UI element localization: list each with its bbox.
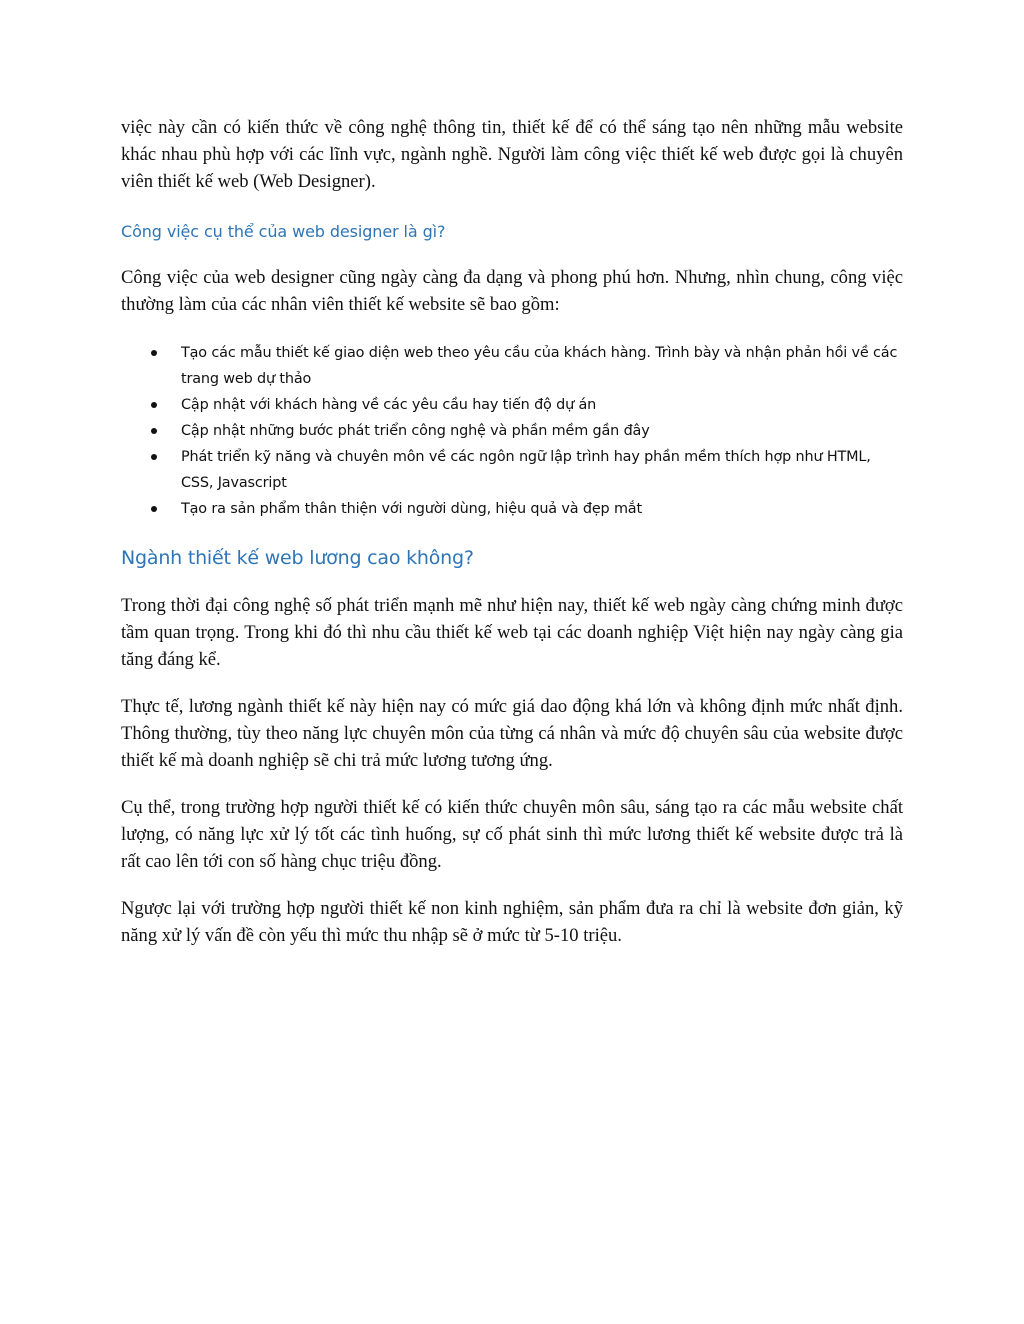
list-item-text: Tạo các mẫu thiết kế giao diện web theo yêu cầu của khách hàng. Trình bày và nhận phản hồi về các trang web dự thảo bbox=[181, 345, 898, 387]
section-heading-salary: Ngành thiết kế web lương cao không? bbox=[121, 547, 474, 569]
salary-paragraph-3: Cụ thể, trong trường hợp người thiết kế có kiến thức chuyên môn sâu, sáng tạo ra các mẫu website chất lượng, có năng lực xử lý tốt các tình huống, sự cố phát sinh thì mức lương thiết kế website được trả là rất cao lên tới con số hàng chục triệu đồng. bbox=[121, 797, 903, 872]
list-item bbox=[181, 444, 903, 496]
bullet-icon bbox=[151, 506, 157, 512]
list-item bbox=[181, 496, 903, 522]
job-duties-list bbox=[121, 340, 903, 522]
list-item-text: Cập nhật những bước phát triển công nghệ và phần mềm gần đây bbox=[181, 423, 650, 439]
list-item bbox=[181, 340, 903, 392]
salary-paragraph-4: Ngược lại với trường hợp người thiết kế non kinh nghiệm, sản phẩm đưa ra chỉ là website đơn giản, kỹ năng xử lý vấn đề còn yếu thì mức thu nhập sẽ ở mức từ 5-10 triệu. bbox=[121, 898, 903, 946]
section-heading-job-description: Công việc cụ thể của web designer là gì? bbox=[121, 222, 446, 241]
bullet-icon bbox=[151, 350, 157, 356]
list-item bbox=[181, 418, 903, 444]
document-page bbox=[121, 114, 903, 949]
list-item-text: Cập nhật với khách hàng về các yêu cầu hay tiến độ dự án bbox=[181, 397, 597, 413]
bullet-icon bbox=[151, 454, 157, 460]
list-item-text: Tạo ra sản phẩm thân thiện với người dùng, hiệu quả và đẹp mắt bbox=[181, 501, 642, 517]
bullet-icon bbox=[151, 428, 157, 434]
intro-paragraph: việc này cần có kiến thức về công nghệ thông tin, thiết kế để có thể sáng tạo nên những mẫu website khác nhau phù hợp với các lĩnh vực, ngành nghề. Người làm công việc thiết kế web được gọi là chuyên viên thiết kế web (Web Designer). bbox=[121, 117, 903, 192]
bullet-icon bbox=[151, 402, 157, 408]
salary-paragraph-2: Thực tế, lương ngành thiết kế này hiện nay có mức giá dao động khá lớn và không định mức nhất định. Thông thường, tùy theo năng lực chuyên môn của từng cá nhân và mức độ chuyên sâu của website được thiết kế mà doanh nghiệp sẽ chi trả mức lương tương ứng. bbox=[121, 696, 903, 771]
salary-paragraph-1: Trong thời đại công nghệ số phát triển mạnh mẽ như hiện nay, thiết kế web ngày càng chứng minh được tầm quan trọng. Trong khi đó thì nhu cầu thiết kế web tại các doanh nghiệp Việt hiện nay ngày càng gia tăng đáng kể. bbox=[121, 595, 903, 670]
list-item bbox=[181, 392, 903, 418]
job-paragraph: Công việc của web designer cũng ngày càng đa dạng và phong phú hơn. Nhưng, nhìn chung, công việc thường làm của các nhân viên thiết kế website sẽ bao gồm: bbox=[121, 267, 903, 315]
list-item-text: Phát triển kỹ năng và chuyên môn về các ngôn ngữ lập trình hay phần mềm thích hợp như HTML, CSS, Javascript bbox=[181, 449, 871, 491]
